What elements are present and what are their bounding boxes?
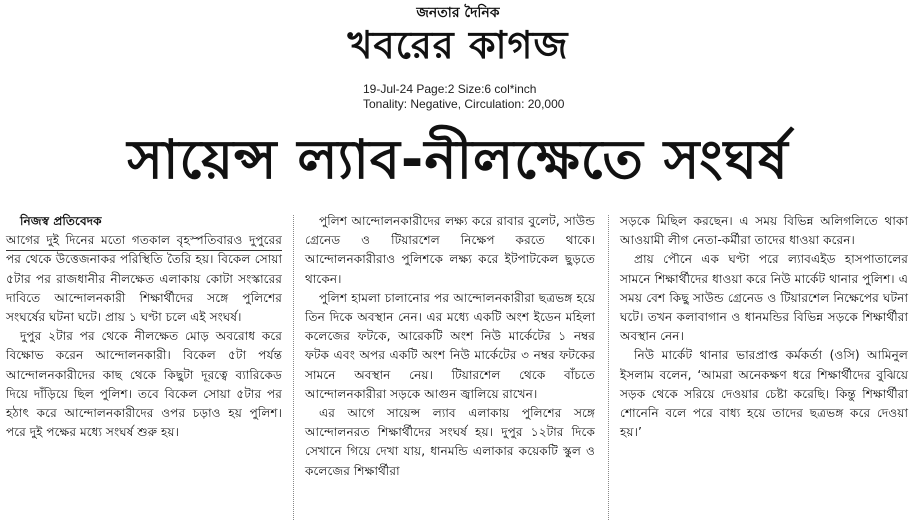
paragraph: প্রায় পৌনে এক ঘণ্টা পরে ল্যাবএইড হাসপাতালের সামনে শিক্ষার্থীদের ধাওয়া করে নিউ মার্কেট থানার পুলিশ। এ সময় বেশ কিছু সাউন্ড গ্রেনেড ও টিয়ারশেল নিক্ষেপের ঘটনা ঘটে। তখন কলাবাগান ও ধানমন্ডির বিভিন্ন সড়কে শিক্ষার্থীরা অবস্থান নেন। — [620, 252, 908, 344]
article-headline: সায়েন্স ল্যাব-নীলক্ষেতে সংঘর্ষ — [127, 128, 789, 191]
byline: নিজস্ব প্রতিবেদক — [20, 214, 102, 228]
newspaper-logo: খবরের কাগজ — [347, 23, 569, 67]
column-divider — [293, 215, 294, 520]
masthead-tagline: জনতার দৈনিক — [416, 5, 500, 21]
paragraph: পুলিশ হামলা চালানোর পর আন্দোলনকারীরা ছত্রভঙ্গ হয়ে তিন দিকে অবস্থান নেন। এর মধ্যে একটি অংশ ইডেন মহিলা কলেজের ফটকে, আরেকটি অংশ নিউ মার্কেটের ১ নম্বর ফটক এবং অপর একটি অংশ নিউ মার্কেটের ৩ নম্বর ফটকের সামনে অবস্থান নেয়। টিয়ারশেল থেকে বাঁচতে আন্দোলনকারীরা সড়কে আগুন জ্বালিয়ে রাখেন। — [305, 290, 595, 401]
byline-divider — [6, 250, 282, 251]
paragraph: পুলিশ আন্দোলনকারীদের লক্ষ্য করে রাবার বুলেট, সাউন্ড গ্রেনেড ও টিয়ারশেল নিক্ষেপ করতে থাকে। আন্দোলনকারীরাও পুলিশকে লক্ষ্য করে ইটপাটকেল ছুড়তে থাকেন। — [305, 214, 595, 286]
meta-tonality-circulation: Tonality: Negative, Circulation: 20,000 — [363, 97, 565, 111]
clipping-metadata — [363, 82, 564, 112]
paragraph: দুপুর ২টার পর থেকে নীলক্ষেত মোড় অবরোধ করে বিক্ষোভ করেন আন্দোলনকারী। বিকেল ৫টা পর্যন্ত আন্দোলনকারীদের কাছ থেকে কিছুটা দূরত্বে ব্যারিকেড দিয়ে দাঁড়িয়ে ছিল পুলিশ। তবে বিকেল সোয়া ৫টার পর হঠাৎ করে আন্দোলনকারীদের ওপর চড়াও হয় পুলিশ। পরে দুই পক্ষের মধ্যে সংঘর্ষ শুরু হয়। — [6, 329, 282, 440]
paragraph: আগের দুই দিনের মতো গতকাল বৃহস্পতিবারও দুপুরের পর থেকে উত্তেজনাকর পরিস্থিতি তৈরি হয়। বিকেল সোয়া ৫টার পর রাজধানীর নীলক্ষেত এলাকায় কোটা সংস্কারের দাবিতে আন্দোলনকারী শিক্ষার্থীদের সঙ্গে পুলিশের সংঘর্ষের ঘটনা ঘটে। প্রায় ১ ঘণ্টা চলে এই সংঘর্ষ। — [6, 233, 282, 325]
paragraph: নিউ মার্কেট থানার ভারপ্রাপ্ত কর্মকর্তা (ওসি) আমিনুল ইসলাম বলেন, ‘আমরা অনেকক্ষণ ধরে শিক্ষার্থীদের বুঝিয়ে সড়ক থেকে সরিয়ে দেওয়ার চেষ্টা করেছি। কিন্তু শিক্ষার্থীরা শোনেনি বলে পরে বাধ্য হয়ে তাদের ছত্রভঙ্গ করে দেওয়া হয়।’ — [620, 348, 908, 440]
article-column-1 — [6, 212, 282, 442]
paragraph: সড়কে মিছিল করছেন। এ সময় বিভিন্ন অলিগলিতে থাকা আওয়ামী লীগ নেতা-কর্মীরা তাদের ধাওয়া করেন। — [620, 214, 908, 248]
masthead — [0, 4, 916, 68]
column-divider — [608, 215, 609, 520]
article-column-3 — [620, 212, 908, 442]
meta-date-page-size: 19-Jul-24 Page:2 Size:6 col*inch — [363, 82, 537, 96]
article-column-2 — [305, 212, 595, 481]
paragraph: এর আগে সায়েন্স ল্যাব এলাকায় পুলিশের সঙ্গে আন্দোলনরত শিক্ষার্থীদের সংঘর্ষ হয়। দুপুর ১২টার দিকে সেখানে গিয়ে দেখা যায়, ধানমন্ডি এলাকার কয়েকটি স্কুল ও কলেজের শিক্ষার্থীরা — [305, 406, 595, 478]
